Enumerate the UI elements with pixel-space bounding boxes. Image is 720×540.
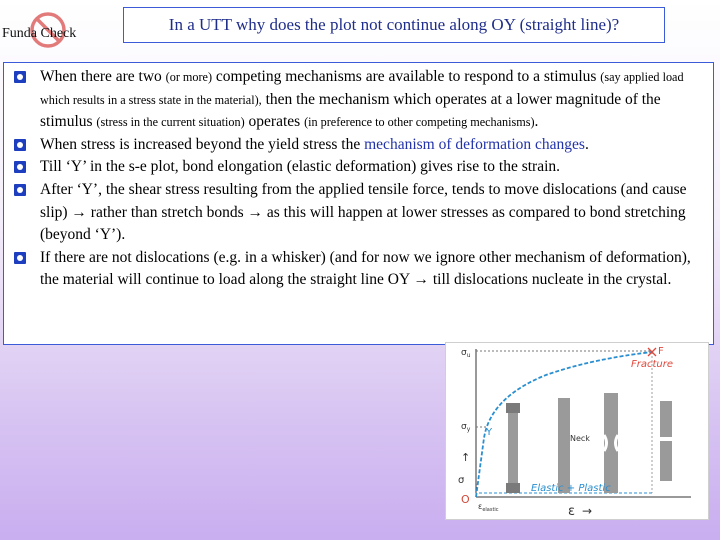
slide-title-text: In a UTT why does the plot not continue along OY (straight line)? — [168, 15, 620, 34]
region-label: Elastic + Plastic — [531, 483, 611, 494]
bullet-icon — [14, 252, 26, 264]
bullet-item — [10, 247, 709, 292]
bullet-item — [10, 66, 709, 134]
specimen-original — [508, 403, 518, 493]
bullet-list — [10, 66, 709, 292]
stress-axis-arrow: ↑ — [461, 451, 471, 464]
bullet-text: (stress in the current situation) — [96, 115, 245, 130]
fracture-label: Fracture — [631, 359, 674, 370]
bullet-text: When stress is increased beyond the yield stress the — [40, 135, 365, 153]
specimen-fractured-top — [660, 401, 672, 437]
bullet-text: (in preference to other competing mechanisms) — [304, 115, 535, 130]
neck-label: Neck — [570, 434, 590, 443]
slide-title — [123, 7, 665, 43]
bullet-text: (or more) — [165, 70, 213, 84]
fracture-point-label: F — [658, 346, 664, 357]
origin-label: O — [461, 493, 470, 506]
bullet-text: (say applied load which results in a stress state in the material), — [40, 70, 684, 107]
bullet-text: If there are not dislocations (e.g. in a whisker) (and for now we ignore other mechanism of deformation), the material will continue to load along the straight line OY → till dislocations nucleate in the crystal. — [40, 248, 691, 289]
bullet-text: . — [534, 113, 539, 131]
bullet-item — [10, 156, 709, 179]
bullet-icon — [14, 184, 26, 196]
bullet-text: competing mechanisms are available to respond to a stimulus — [212, 68, 601, 85]
sigma-u-label: $\sigma_u$ — [461, 348, 471, 359]
strain-axis-label: ε — [568, 504, 576, 519]
stress-axis-label: σ — [458, 475, 465, 486]
bullet-icon — [14, 161, 26, 173]
bullet-text: mechanism of deformation changes — [364, 135, 585, 153]
funda-check-badge — [2, 12, 94, 48]
bullet-text: operates — [244, 113, 305, 131]
bullet-text: . — [584, 135, 589, 153]
bullet-text: Till ‘Y’ in the s-e plot, bond elongation (elastic deformation) gives rise to the strain. — [40, 158, 561, 176]
strain-axis-arrow: → — [582, 504, 593, 518]
bullet-text: then the mechanism which operates at a lower magnitude of the stimulus — [40, 90, 661, 131]
yield-point-label: Y — [486, 427, 493, 438]
specimen-fractured-bottom — [660, 441, 672, 481]
bullet-text: When there are two — [40, 68, 166, 85]
stress-strain-figure — [445, 342, 709, 520]
bullet-item — [10, 134, 709, 157]
specimen-elongated — [558, 398, 570, 493]
funda-check-label: Funda Check — [2, 26, 77, 41]
elastic-strain-label: $\varepsilon_{elastic}$ — [478, 502, 499, 513]
bullet-text: After ‘Y’, the shear stress resulting from the applied tensile force, tends to move dislocations (and cause slip) → rather than stretch bonds → as this will happen at lower stresses as compared to bond stretching (beyond ‘Y’). — [40, 180, 687, 244]
stress-strain-plot — [446, 343, 708, 519]
bullet-icon — [14, 139, 26, 151]
bullet-icon — [14, 71, 26, 83]
content-panel — [3, 62, 714, 345]
bullet-item — [10, 179, 709, 247]
sigma-y-label: $\sigma_y$ — [461, 422, 471, 433]
